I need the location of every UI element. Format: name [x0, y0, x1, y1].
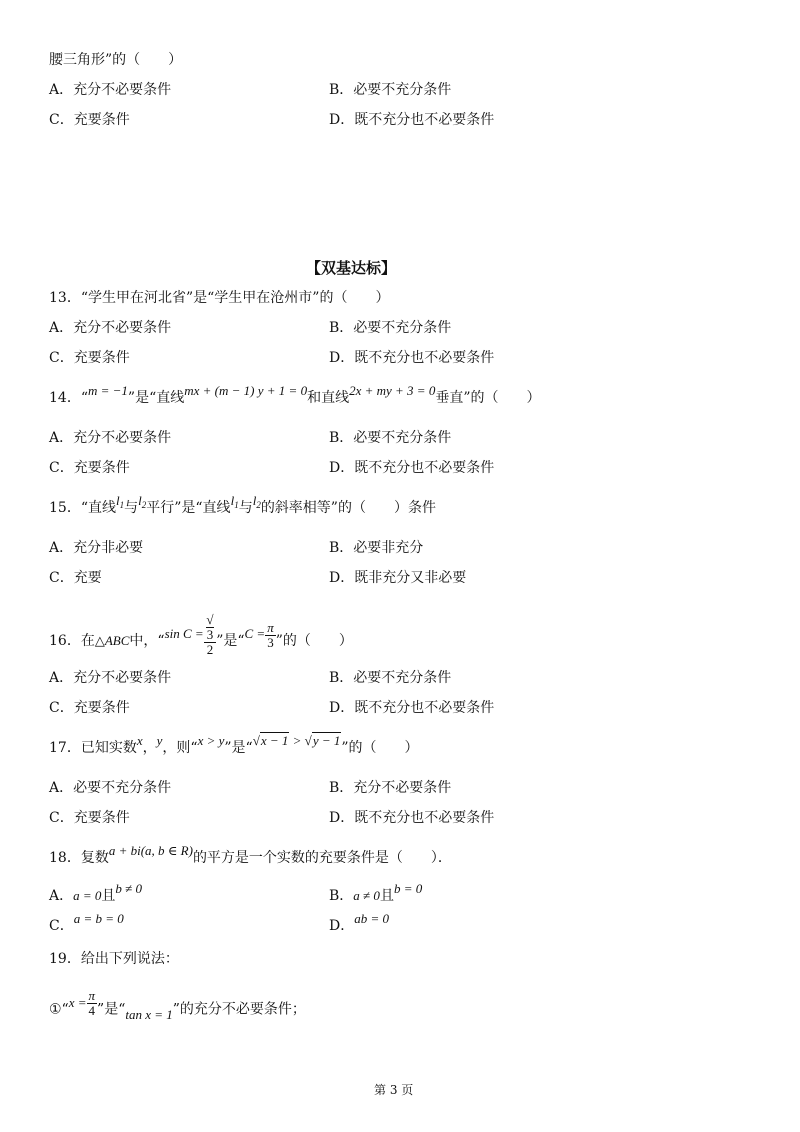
question-19: 19．给出下列说法：: [49, 951, 179, 967]
q14-option-d: D．既不充分也不必要条件: [329, 460, 495, 476]
formula-l1: $l_1$: [115, 493, 125, 510]
q16-option-d: D．既不充分也不必要条件: [329, 700, 495, 716]
formula-sin: sin C =: [164, 626, 204, 641]
q17-option-c: C．充要条件: [49, 810, 130, 826]
q18-option-c: C．a = b = 0: [49, 911, 124, 934]
q15-option-c: C．充要: [49, 570, 102, 586]
q15-option-d: D．既非充分又非必要: [329, 570, 467, 586]
q17-option-a: A．必要不充分条件: [49, 780, 172, 796]
formula-l2: $l_2$: [138, 493, 147, 510]
q14-option-b: B．必要不充分条件: [329, 430, 452, 446]
section-title: 【双基达标】: [306, 259, 397, 277]
q14-option-a: A．充分不必要条件: [49, 430, 172, 446]
fraction-pi-over-4: $\frac{\pi}{4}$: [88, 988, 96, 1018]
option-b: B．必要不充分条件: [329, 82, 452, 98]
q13-option-d: D．既不充分也不必要条件: [329, 350, 495, 366]
q16-option-c: C．充要条件: [49, 700, 130, 716]
option-a: A．充分不必要条件: [49, 82, 172, 98]
question-tail: 腰三角形”的（ ）: [49, 52, 183, 68]
question-18: 18．复数a + bi(a, b ∈ R)的平方是一个实数的充要条件是（ ）．: [49, 843, 452, 866]
question-15: 15．“直线$l_1$与$l_2$平行”是“直线$l_1$与$l_2$的斜率相等”的（ ）条件: [49, 493, 436, 516]
formula-l2: $l_2$: [252, 493, 261, 510]
formula-m-eq: m = −1: [87, 383, 128, 398]
formula-y: y: [156, 733, 163, 748]
formula-complex: a + bi(a, b ∈ R): [108, 843, 193, 858]
q15-option-a: A．充分非必要: [49, 540, 144, 556]
fraction-sqrt3-over-2: √ 3 2: [204, 613, 217, 657]
formula-line-1: mx + (m − 1) y + 1 = 0: [184, 383, 308, 398]
q13-option-a: A．充分不必要条件: [49, 320, 172, 336]
q16-option-a: A．充分不必要条件: [49, 670, 172, 686]
formula-c: C =: [244, 626, 266, 641]
question-17: 17．已知实数x，y，则“x > y”是“√x − 1 > √y − 1”的（ ）: [49, 733, 419, 756]
formula-triangle: △ABC: [94, 633, 130, 648]
q19-item-1: ①“x = $\frac{\pi}{4}$ ”是“tan x = 1”的充分不必要条件；: [49, 988, 306, 1022]
q17-option-b: B．充分不必要条件: [329, 780, 452, 796]
question-14: 14．“m = −1”是“直线mx + (m − 1) y + 1 = 0和直线2x + my + 3 = 0垂直”的（ ）: [49, 383, 541, 406]
formula-tan: tan x = 1: [125, 1006, 173, 1022]
question-16: 16．在△ABC中，“sin C = √ 3 2 ”是“C = $\frac{\pi}{3}$ ”的（ ）: [49, 612, 353, 657]
q15-option-b: B．必要非充分: [329, 540, 424, 556]
q18-option-d: D．ab = 0: [329, 911, 390, 934]
formula-x-gt-y: x > y: [197, 733, 225, 748]
q18-option-b: B．a ≠ 0且b = 0: [329, 881, 423, 904]
formula-sqrt-compare: √x − 1 > √y − 1: [252, 733, 341, 748]
page-number: 第 3 页: [374, 1083, 414, 1097]
q17-option-d: D．既不充分也不必要条件: [329, 810, 495, 826]
fraction-pi-over-3: $\frac{\pi}{3}$: [267, 619, 274, 650]
q13-option-c: C．充要条件: [49, 350, 130, 366]
option-c: C．充要条件: [49, 112, 130, 128]
q13-option-b: B．必要不充分条件: [329, 320, 452, 336]
q16-option-b: B．必要不充分条件: [329, 670, 452, 686]
q14-option-c: C．充要条件: [49, 460, 130, 476]
q18-option-a: A．a = 0且b ≠ 0: [49, 881, 143, 904]
formula-x: x: [136, 733, 143, 748]
formula-line-2: 2x + my + 3 = 0: [349, 383, 436, 398]
option-d: D．既不充分也不必要条件: [329, 112, 495, 128]
formula-l1: $l_1$: [230, 493, 239, 510]
question-13: 13．“学生甲在河北省”是“学生甲在沧州市”的（ ）: [49, 290, 390, 306]
